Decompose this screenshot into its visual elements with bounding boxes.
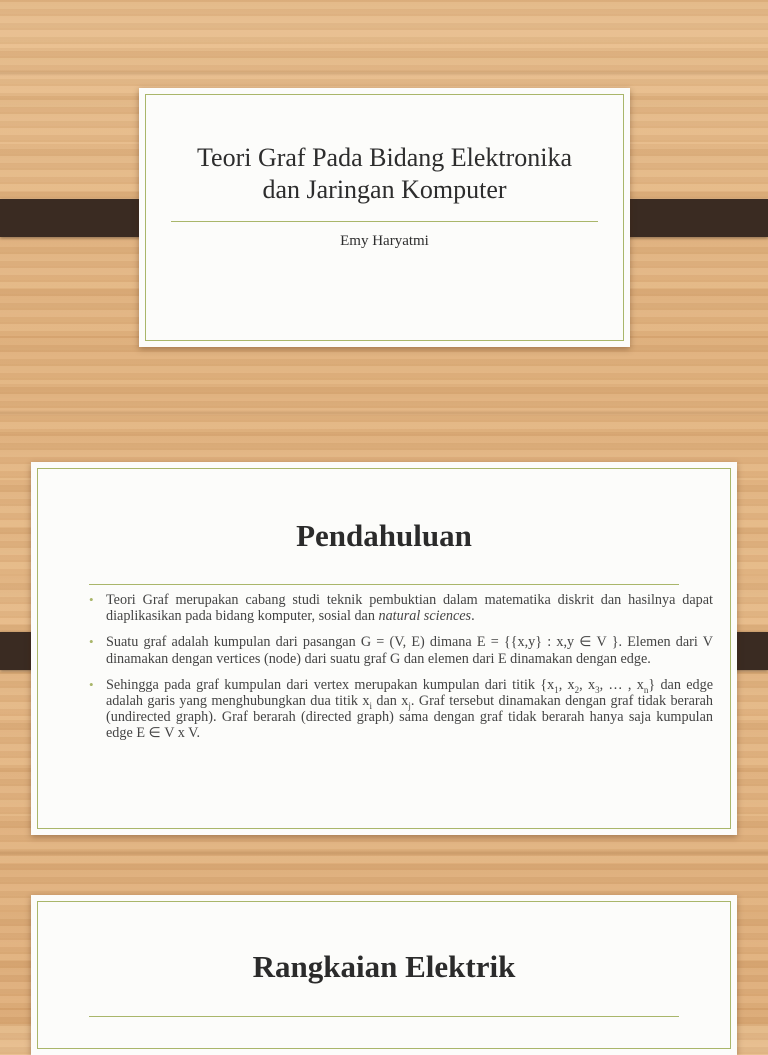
- wood-grain: [0, 850, 768, 856]
- title-divider: [171, 221, 598, 222]
- heading-divider: [89, 584, 679, 585]
- bullet-text: , … , x: [599, 676, 644, 693]
- bullet-text: Teori Graf merupakan cabang studi teknik pembuktian dalam matematika diskrit dan hasilnya dapat diaplikasikan pada bidang komputer, sosial dan: [106, 592, 713, 625]
- content-slide-pendahuluan[interactable]: [31, 462, 737, 835]
- bullet-italic-text: natural sciences: [378, 608, 472, 625]
- bullet-text: Sehingga pada graf kumpulan dari vertex merupakan kumpulan dari titik {x: [106, 676, 555, 693]
- bullet-list: [89, 592, 713, 752]
- bullet-text: , x: [558, 676, 575, 693]
- subscript: n: [643, 684, 649, 695]
- bullet-text: . Graf tersebut dinamakan dengan graf tidak berarah (undirected graph). Graf berarah (directed graph) sama dengan graf tidak berarah hanya saja kumpulan edge E ∈ V x V.: [106, 693, 713, 742]
- list-item: [89, 677, 713, 742]
- author-name: Emy Haryatmi: [340, 233, 429, 249]
- subscript: 3: [595, 684, 600, 695]
- bullet-text: , x: [579, 676, 596, 693]
- subscript: i: [369, 700, 373, 711]
- wood-grain: [0, 70, 768, 76]
- subscript: 2: [574, 684, 580, 695]
- bullet-icon: •: [89, 592, 94, 607]
- left-strap: [0, 199, 154, 237]
- bullet-icon: •: [89, 634, 94, 650]
- bullet-text: dan x: [372, 693, 409, 710]
- subscript: j: [408, 700, 411, 711]
- slide-frame: [145, 94, 624, 341]
- slide-heading: Rangkaian Elektrik: [252, 949, 516, 984]
- title-line-2: dan Jaringan Komputer: [262, 175, 507, 204]
- title-line-1: Teori Graf Pada Bidang Elektronika: [196, 143, 573, 172]
- content-slide-rangkaian[interactable]: [31, 895, 737, 1055]
- presentation-title: [139, 142, 630, 206]
- subscript: 1: [554, 684, 559, 695]
- slide-heading: Pendahuluan: [296, 518, 472, 553]
- heading-divider: [89, 1016, 679, 1017]
- list-item: [89, 592, 713, 624]
- bullet-icon: •: [89, 676, 94, 692]
- title-slide[interactable]: [139, 88, 630, 347]
- bullet-text-end: .: [471, 608, 475, 625]
- bullet-text: Suatu graf adalah kumpulan dari pasangan G = (V, E) dimana E = {{x,y} : x,y ∈ V }. Elemen dari V dinamakan dengan vertices (node) dari suatu graf G dan elemen dari E dinamakan dengan edge.: [106, 634, 713, 667]
- wood-grain: [0, 410, 768, 416]
- list-item: [89, 634, 713, 666]
- right-strap: [614, 199, 768, 237]
- bullet-text: } dan edge adalah garis yang menghubungkan dua titik x: [106, 676, 714, 710]
